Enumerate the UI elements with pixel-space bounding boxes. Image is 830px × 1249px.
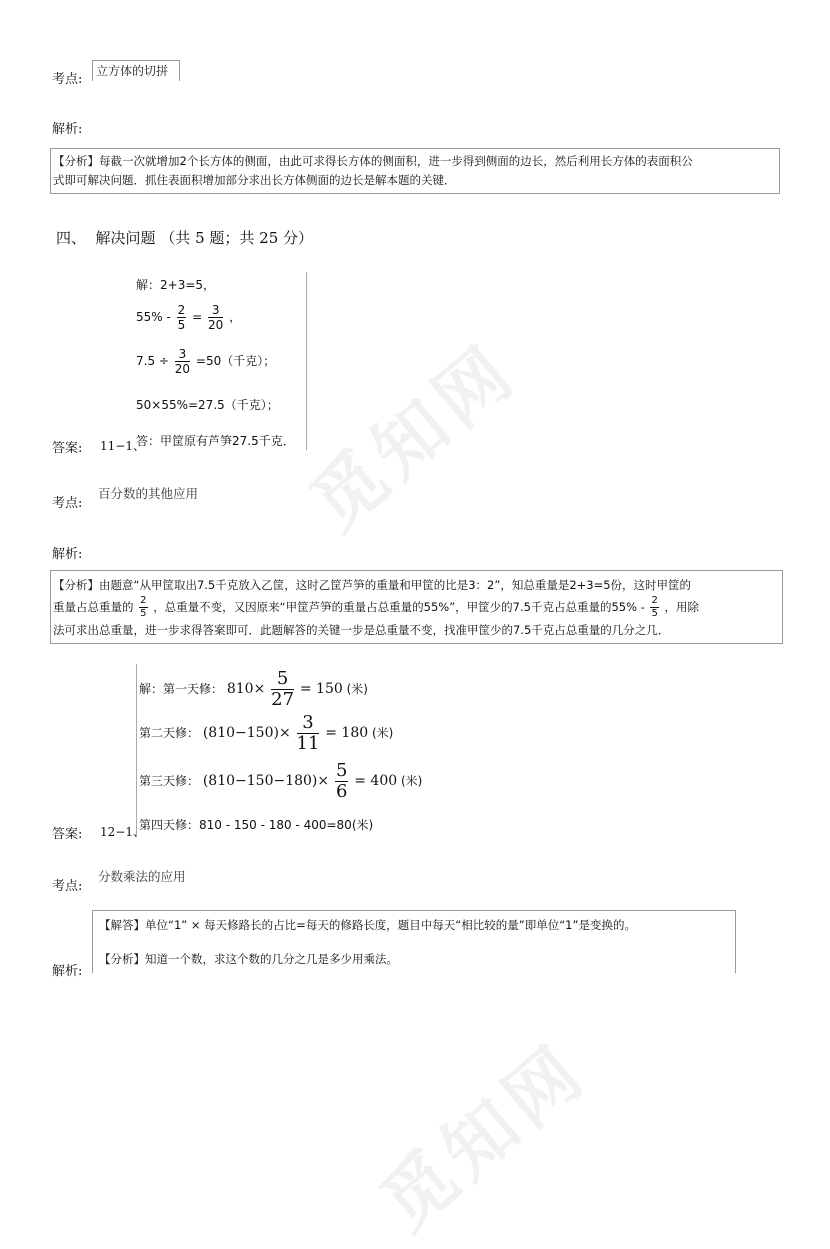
q11-line2 xyxy=(136,304,241,331)
q11-line1: 解：2+3=5， xyxy=(136,278,216,292)
analysis-line: 法可求出总重量，进一步求得答案即可．此题解答的关键一步是总重量不变，找准甲筐少的7.5千克占总重量的几分之几． xyxy=(53,623,670,637)
q11-line2-suffix: ， xyxy=(229,310,242,324)
fraction: $\frac{2}{5}$ xyxy=(651,595,658,619)
fraction: $\frac{3}{20}$ xyxy=(174,347,191,376)
q11-line3 xyxy=(136,348,275,375)
q12-line3-unit: (米) xyxy=(400,774,423,788)
q12-answer-label: 答案: xyxy=(52,827,83,842)
q12-line2-expr: (810−150)× xyxy=(202,725,291,741)
q12-line3-expr: (810−150−180)× xyxy=(202,773,330,789)
kaodian-label: 考点: xyxy=(52,72,83,87)
q12-line1-expr: 810× xyxy=(226,681,266,697)
q11-line4: 50×55%=27.5（千克）； xyxy=(136,398,279,412)
q11-line2-prefix: 55% - xyxy=(136,310,171,324)
analysis-text: ，总重量不变，又因原来“甲筐芦笋的重量占总重量的55%”，甲筐少的7.5千克占总重量的55% - xyxy=(153,600,645,614)
q12-line2 xyxy=(139,714,393,753)
q12-fenxi: 【分析】知道一个数，求这个数的几分之几是多少用乘法。 xyxy=(99,952,398,966)
analysis-line: 【分析】由题意“从甲筐取出7.5千克放入乙筐，这时乙筐芦笋的重量和甲筐的比是3：2”，知总重量是2+3=5份，这时甲筐的 xyxy=(53,578,692,592)
q12-kaodian-label: 考点: xyxy=(52,879,83,894)
kaodian-value: 立方体的切拼 xyxy=(92,60,180,81)
analysis-text: ，用除 xyxy=(664,600,700,614)
q12-line2-label: 第二天修： xyxy=(139,726,200,740)
q12-line2-unit: (米) xyxy=(371,726,394,740)
q11-kaodian-label: 考点: xyxy=(52,496,83,511)
q11-kaodian-value: 百分数的其他应用 xyxy=(98,486,199,501)
q12-kaodian-value: 分数乘法的应用 xyxy=(98,869,186,884)
q12-line3-result: = 400 xyxy=(354,773,398,789)
q11-analysis-box xyxy=(50,570,783,644)
q12-line4: 第四天修：810 - 150 - 180 - 400=80(米) xyxy=(139,818,374,832)
analysis-line xyxy=(53,596,780,619)
q12-line1-label: 解：第一天修： xyxy=(139,682,224,696)
q11-answer-num: 11−1、 xyxy=(100,439,145,453)
watermark-bottom: 觅知网 xyxy=(364,1027,603,1246)
analysis-line: 【分析】每截一次就增加2个长方体的侧面，由此可求得长方体的侧面积，进一步得到侧面的边长，然后利用长方体的表面积公 xyxy=(53,154,693,168)
fraction: $\frac{5}{27}$ xyxy=(271,668,295,710)
q11-line3-prefix: 7.5 ÷ xyxy=(136,354,169,368)
q11-line5: 答：甲筐原有芦笋27.5千克． xyxy=(136,434,295,448)
q11-jiexi-label: 解析: xyxy=(52,547,83,562)
q11-line3-suffix: =50（千克）； xyxy=(195,354,276,368)
q12-line1-unit: (米) xyxy=(346,682,368,696)
q11-answer-label: 答案: xyxy=(52,441,83,456)
jiexi-label: 解析: xyxy=(52,122,83,137)
q12-line1-result: = 150 xyxy=(299,681,343,697)
q12-line3-label: 第三天修： xyxy=(139,774,200,788)
q12-line3 xyxy=(139,762,422,801)
analysis-line: 式即可解决问题．抓住表面积增加部分求出长方体侧面的边长是解本题的关键． xyxy=(53,173,456,187)
q12-line2-result: = 180 xyxy=(325,725,369,741)
analysis-box xyxy=(50,148,780,194)
watermark: 觅知网 xyxy=(294,327,533,546)
fraction: $\frac{2}{5}$ xyxy=(177,303,186,332)
q12-answer-num: 12−1、 xyxy=(100,825,145,839)
section-heading: 四、 解决问题 （共 5 题；共 25 分） xyxy=(56,229,314,247)
fraction: $\frac{2}{5}$ xyxy=(140,595,147,619)
fraction: $\frac{5}{6}$ xyxy=(335,760,348,802)
q12-jiexi-label: 解析: xyxy=(52,964,83,979)
analysis-text: 重量占总重量的 xyxy=(53,600,134,614)
q12-solution xyxy=(136,664,423,836)
q11-solution xyxy=(136,272,307,450)
fraction: $\frac{3}{20}$ xyxy=(208,303,224,332)
q11-line2-eq: = xyxy=(192,310,203,324)
q12-line1 xyxy=(139,670,368,709)
q12-jieda: 【解答】单位“1” × 每天修路长的占比=每天的修路长度，题目中每天“相比较的量”即单位“1”是变换的。 xyxy=(99,918,636,932)
fraction: $\frac{3}{11}$ xyxy=(296,712,320,754)
q12-analysis-box xyxy=(92,910,736,973)
